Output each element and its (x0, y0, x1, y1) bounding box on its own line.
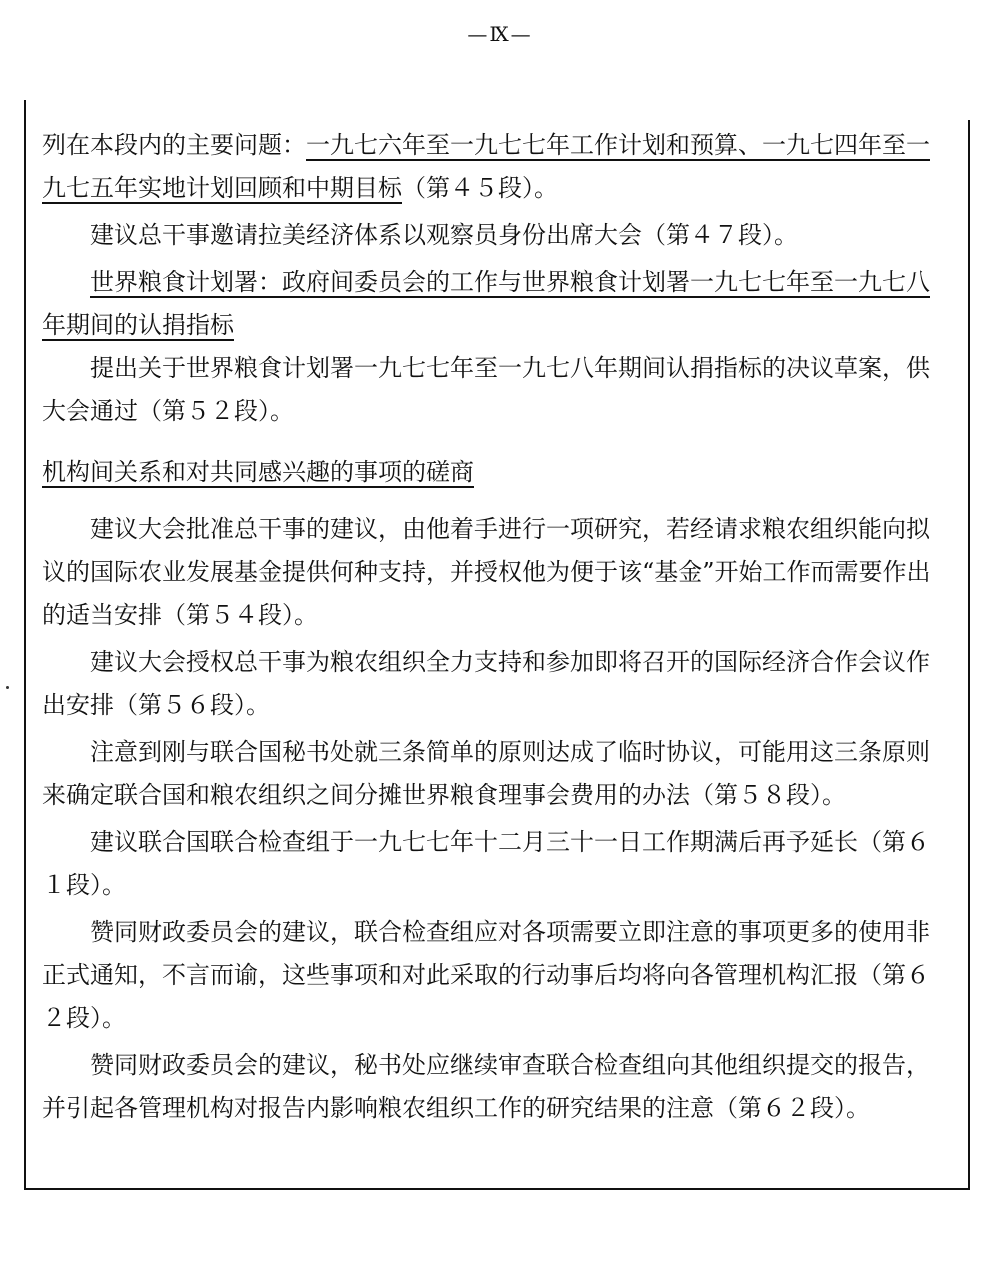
interagency-heading-text: 机构间关系和对共同感兴趣的事项的磋商 (42, 458, 474, 486)
paragraph-economic-cooperation: 建议大会授权总干事为粮农组织全力支持和参加即将召开的国际经济合作会议作出安排（第５６段）。 (42, 648, 930, 719)
paragraph-wfp-resolution: 提出关于世界粮食计划署一九七七年至一九七八年期间认捐指标的决议草案，供大会通过（第５２段）。 (42, 354, 930, 425)
paragraph-cost-sharing: 注意到刚与联合国秘书处就三条简单的原则达成了临时协议，可能用这三条原则来确定联合国和粮农组织之间分摊世界粮食理事会费用的办法（第５８段）。 (42, 738, 930, 809)
paragraph-sela-observer: 建议总干事邀请拉美经济体系以观察员身份出席大会（第４７段）。 (90, 221, 798, 249)
frame-bottom-border (24, 1188, 970, 1190)
paragraph-informal-notices: 赞同财政委员会的建议，联合检查组应对各项需要立即注意的事项更多的使用非正式通知，不言而谕，这些事项和对此采取的行动事后均将向各管理机构汇报（第６２段）。 (42, 918, 930, 1032)
frame-right-border (968, 120, 970, 1188)
main-issues-tail: （第４５段）。 (402, 174, 558, 202)
margin-mark (6, 686, 9, 689)
page-number: —Ⅸ— (467, 22, 533, 46)
section-heading-wfp (42, 261, 942, 347)
paragraph-main-issues (42, 124, 942, 210)
paragraph-jiu-extension: 建议联合国联合检查组于一九七七年十二月三十一日工作期满后再予延长（第６１段）。 (42, 828, 930, 899)
paragraph-jiu-reports: 赞同财政委员会的建议，秘书处应继续审查联合检查组向其他组织提交的报告，并引起各管理机构对报告内影响粮农组织工作的研究结果的注意（第６２段）。 (42, 1051, 930, 1122)
main-issues-underlined: 一九七六年至一九七七年工作计划和预算、一九七四年至一九七五年实地计划回顾和中期目标 (42, 131, 930, 202)
main-issues-lead: 列在本段内的主要问题： (42, 131, 306, 159)
wfp-heading-text: 世界粮食计划署：政府间委员会的工作与世界粮食计划署一九七七年至一九七八年期间的认捐指标 (42, 268, 930, 339)
section-heading-interagency (42, 451, 942, 494)
frame-left-border (24, 100, 26, 1188)
document-body (42, 124, 942, 1130)
paragraph-ifad-study: 建议大会批准总干事的建议，由他着手进行一项研究，若经请求粮农组织能向拟议的国际农业发展基金提供何种支持，并授权他为便于该“基金”开始工作而需要作出的适当安排（第５４段）。 (42, 515, 931, 629)
